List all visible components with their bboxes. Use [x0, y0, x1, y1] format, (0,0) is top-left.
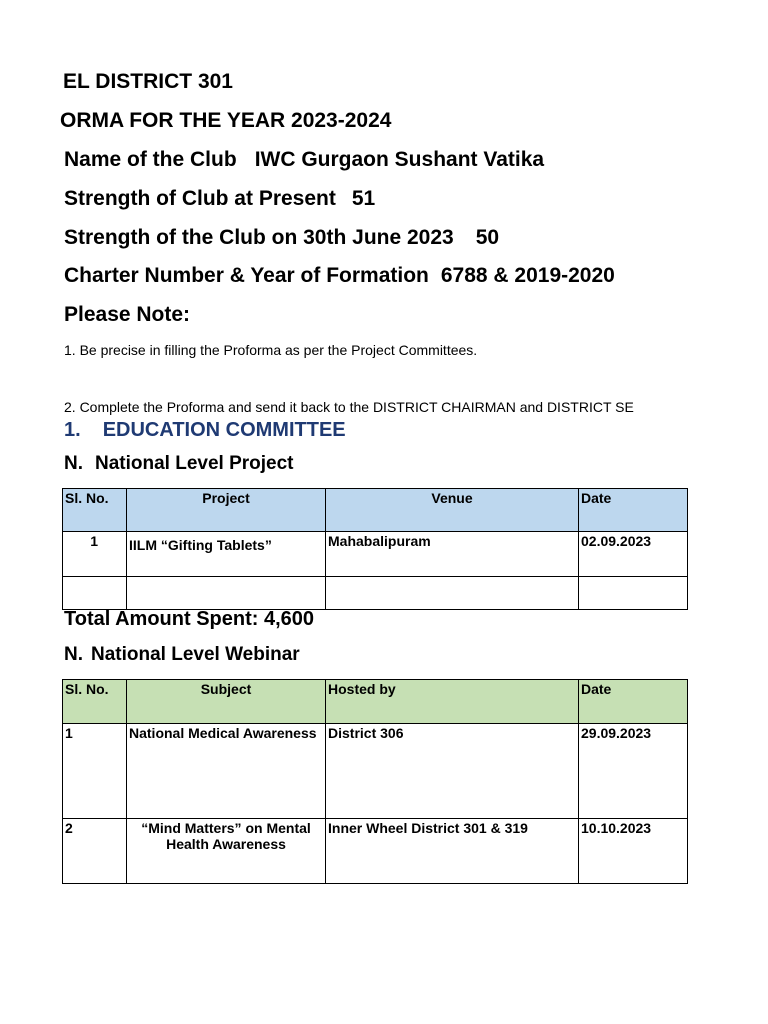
strength-present-label: Strength of Club at Present	[64, 187, 336, 210]
note-1: 1. Be precise in filling the Proforma as per the Project Committees.	[64, 342, 478, 358]
webinar-table-header	[63, 680, 688, 724]
strength-june-value: 50	[475, 226, 500, 249]
cell-date: 29.09.2023	[579, 724, 688, 819]
strength-present-value: 51	[351, 187, 376, 210]
cell-sl-no	[63, 577, 127, 610]
cell-hosted-by: Inner Wheel District 301 & 319	[326, 819, 579, 884]
header-date: Date	[579, 489, 688, 532]
charter-row	[64, 264, 615, 288]
project-heading-letter: N.	[64, 453, 83, 474]
cell-project: IILM “Gifting Tablets”	[127, 532, 326, 577]
header-sl-no: Sl. No.	[63, 489, 127, 532]
strength-june-row	[64, 226, 499, 250]
webinar-heading	[64, 644, 300, 666]
education-committee-heading	[64, 419, 346, 442]
section-number: 1.	[64, 419, 81, 441]
cell-date: 10.10.2023	[579, 819, 688, 884]
cell-date: 02.09.2023	[579, 532, 688, 577]
table-row	[63, 819, 688, 884]
strength-present-row	[64, 187, 375, 211]
cell-sl-no: 2	[63, 819, 127, 884]
charter-label: Charter Number & Year of Formation	[64, 264, 429, 287]
strength-june-label: Strength of the Club on 30th June 2023	[64, 226, 454, 249]
header-subject: Subject	[127, 680, 326, 724]
district-title: EL DISTRICT 301	[63, 70, 233, 93]
header-date: Date	[579, 680, 688, 724]
table-row	[63, 724, 688, 819]
cell-hosted-by: District 306	[326, 724, 579, 819]
cell-venue	[326, 577, 579, 610]
club-name-label: Name of the Club	[64, 148, 237, 171]
table-row	[63, 577, 688, 610]
project-table-header	[63, 489, 688, 532]
cell-project	[127, 577, 326, 610]
header-sl-no: Sl. No.	[63, 680, 127, 724]
header-hosted-by: Hosted by	[326, 680, 579, 724]
cell-sl-no: 1	[63, 724, 127, 819]
cell-subject: National Medical Awareness	[127, 724, 326, 819]
note-2: 2. Complete the Proforma and send it back to the DISTRICT CHAIRMAN and DISTRICT SE	[64, 399, 634, 415]
cell-sl-no: 1	[63, 532, 127, 577]
cell-date	[579, 577, 688, 610]
club-name-row	[64, 148, 544, 172]
cell-subject: “Mind Matters” on Mental Health Awareness	[127, 819, 326, 884]
table-row	[63, 532, 688, 577]
webinar-table	[62, 679, 688, 884]
header-project: Project	[127, 489, 326, 532]
section-title: EDUCATION COMMITTEE	[102, 419, 346, 441]
total-amount-spent: Total Amount Spent: 4,600	[64, 608, 315, 630]
header-venue: Venue	[326, 489, 579, 532]
project-table	[62, 488, 688, 610]
please-note-heading: Please Note:	[64, 303, 191, 326]
cell-venue: Mahabalipuram	[326, 532, 579, 577]
proforma-year-title: ORMA FOR THE YEAR 2023-2024	[60, 109, 392, 132]
project-heading-text: National Level Project	[95, 453, 294, 474]
charter-value: 6788 & 2019-2020	[440, 264, 615, 287]
webinar-heading-text: National Level Webinar	[91, 644, 300, 665]
webinar-heading-letter: N.	[64, 644, 83, 665]
club-name-value: IWC Gurgaon Sushant Vatika	[254, 148, 545, 171]
project-heading	[64, 453, 294, 475]
